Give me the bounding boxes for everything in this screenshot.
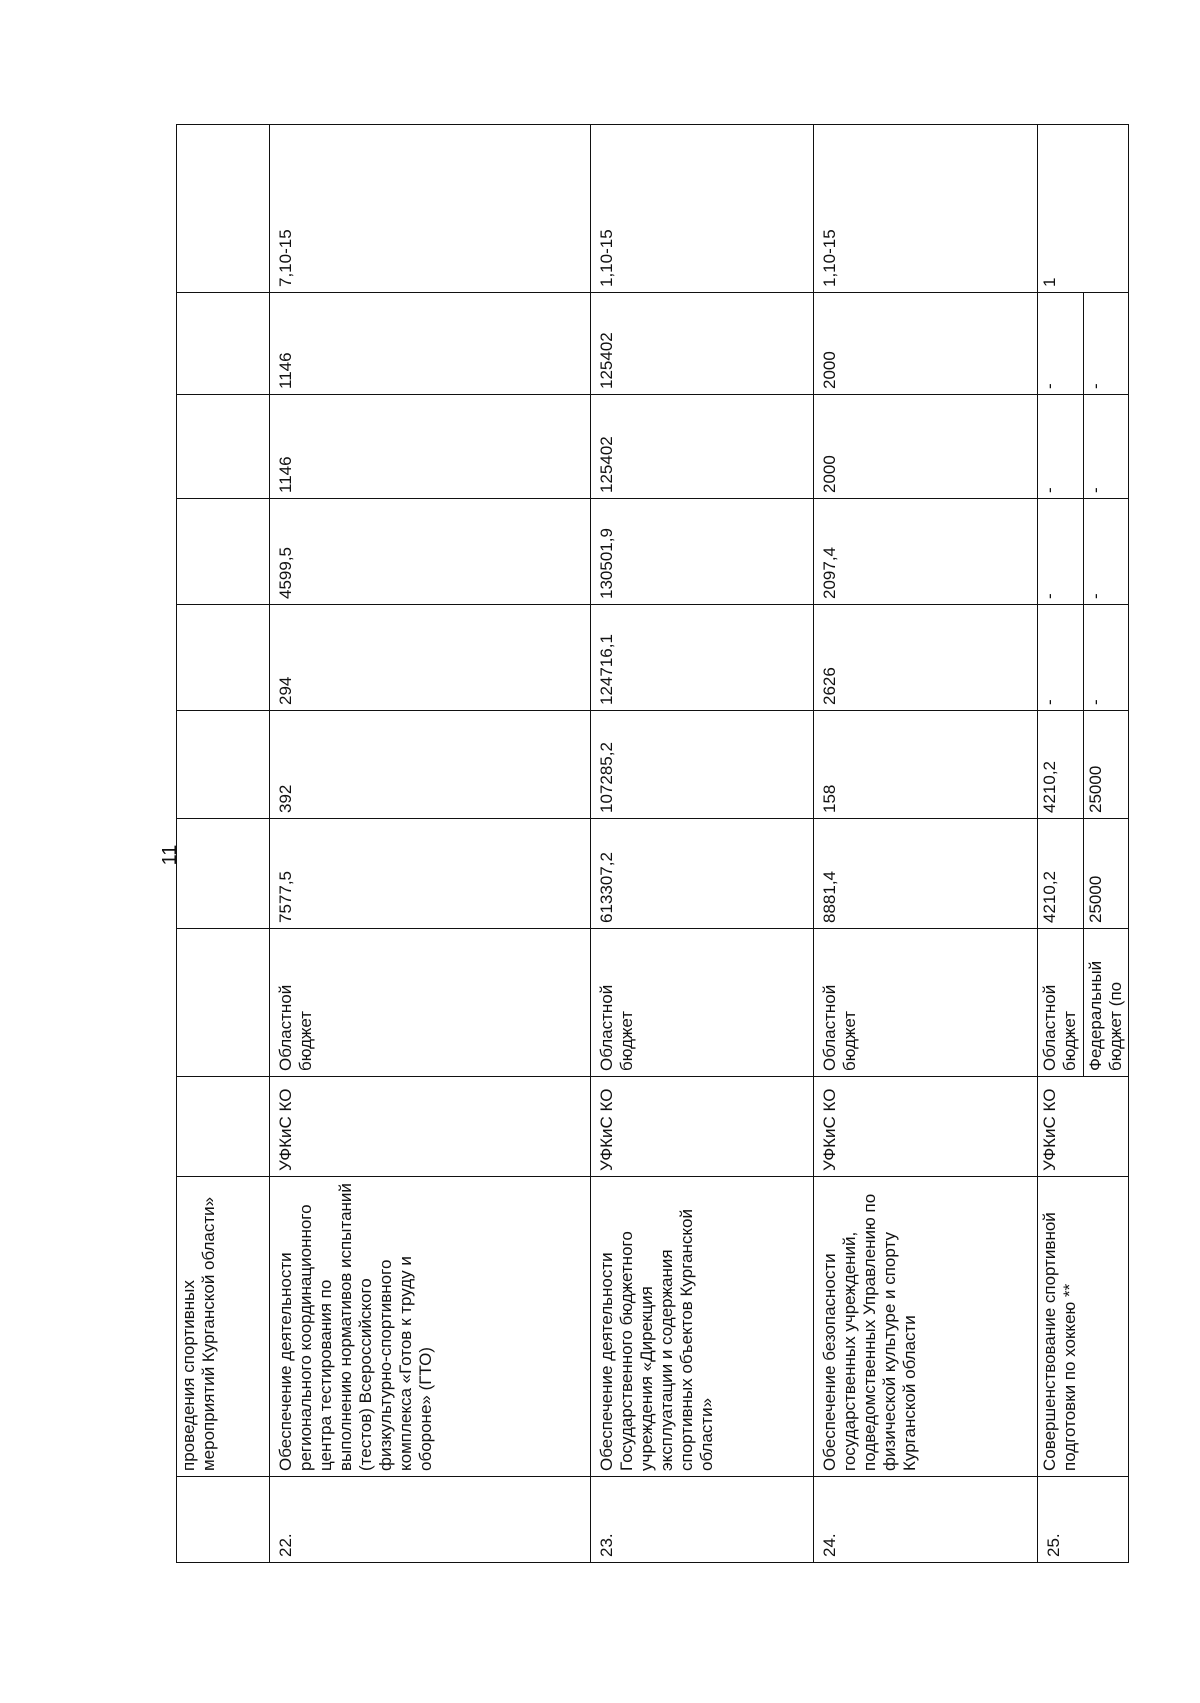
value-cell: 8881,4 <box>814 819 1038 929</box>
num-cell <box>177 1477 270 1563</box>
value-cell: 392 <box>269 711 590 819</box>
value-cell: - <box>1083 499 1128 605</box>
value-cell <box>177 605 270 711</box>
table-row-25a <box>1038 125 1083 1563</box>
value-cell: 107285,2 <box>590 711 814 819</box>
value-cell: 125402 <box>590 293 814 395</box>
value-cell <box>177 711 270 819</box>
value-cell: - <box>1083 395 1128 499</box>
indicator-cell: 1 <box>1038 125 1129 293</box>
num-cell: 25. <box>1038 1477 1129 1563</box>
source-cell: Областной бюджет <box>1038 929 1083 1077</box>
table-row-continued <box>177 125 270 1563</box>
page-number: 11 <box>159 844 181 866</box>
value-cell: - <box>1038 499 1083 605</box>
value-cell: 4210,2 <box>1038 711 1083 819</box>
indicator-cell: 1,10-15 <box>814 125 1038 293</box>
value-cell: 4210,2 <box>1038 819 1083 929</box>
rotated-table-container <box>176 125 1129 1563</box>
value-cell: 130501,9 <box>590 499 814 605</box>
value-cell: 25000 <box>1083 819 1128 929</box>
activity-name-cell: Обеспечение безопасности государственных учреждений, подведомственных Управлению по физической культуре и спорту Курганской области <box>814 1177 1038 1477</box>
num-cell: 23. <box>590 1477 814 1563</box>
num-cell: 24. <box>814 1477 1038 1563</box>
executor-cell: УФКиС КО <box>814 1077 1038 1177</box>
value-cell: 2097,4 <box>814 499 1038 605</box>
executor-cell <box>177 1077 270 1177</box>
value-cell: - <box>1083 293 1128 395</box>
value-cell: 613307,2 <box>590 819 814 929</box>
table-row-24 <box>814 125 1038 1563</box>
indicator-cell: 1,10-15 <box>590 125 814 293</box>
value-cell <box>177 499 270 605</box>
value-cell: 7577,5 <box>269 819 590 929</box>
value-cell: 1146 <box>269 293 590 395</box>
value-cell <box>177 293 270 395</box>
value-cell: 4599,5 <box>269 499 590 605</box>
value-cell: 158 <box>814 711 1038 819</box>
value-cell: 125402 <box>590 395 814 499</box>
indicator-cell: 7,10-15 <box>269 125 590 293</box>
value-cell <box>177 819 270 929</box>
executor-cell: УФКиС КО <box>1038 1077 1129 1177</box>
activity-name-cell: Обеспечение деятельности Государственного бюджетного учреждения «Дирекция эксплуатации и содержания спортивных объектов Курганской области» <box>590 1177 814 1477</box>
table-row-22 <box>269 125 590 1563</box>
value-cell: 25000 <box>1083 711 1128 819</box>
value-cell: 2000 <box>814 395 1038 499</box>
value-cell: - <box>1083 605 1128 711</box>
source-cell: Областной бюджет <box>590 929 814 1077</box>
indicator-cell <box>177 125 270 293</box>
source-cell: Областной бюджет <box>269 929 590 1077</box>
executor-cell: УФКиС КО <box>269 1077 590 1177</box>
activity-name-cell: проведения спортивных мероприятий Курганской области» <box>177 1177 270 1477</box>
source-cell: Областной бюджет <box>814 929 1038 1077</box>
activity-name-cell: Обеспечение деятельности регионального координационного центра тестирования по выполнению нормативов испытаний (тестов) Всероссийского физкультурно-спортивного комплекса «Готов к труду и обороне» (ГТО) <box>269 1177 590 1477</box>
value-cell: 2626 <box>814 605 1038 711</box>
activity-name-cell: Совершенствование спортивной подготовки по хоккею ** <box>1038 1177 1129 1477</box>
table-row-23 <box>590 125 814 1563</box>
program-activities-table <box>176 124 1129 1563</box>
value-cell: 1146 <box>269 395 590 499</box>
source-cell <box>177 929 270 1077</box>
value-cell: 294 <box>269 605 590 711</box>
source-cell: Федеральный бюджет (по <box>1083 929 1128 1077</box>
value-cell: - <box>1038 605 1083 711</box>
value-cell <box>177 395 270 499</box>
value-cell: - <box>1038 293 1083 395</box>
value-cell: 2000 <box>814 293 1038 395</box>
value-cell: 124716,1 <box>590 605 814 711</box>
num-cell: 22. <box>269 1477 590 1563</box>
executor-cell: УФКиС КО <box>590 1077 814 1177</box>
value-cell: - <box>1038 395 1083 499</box>
